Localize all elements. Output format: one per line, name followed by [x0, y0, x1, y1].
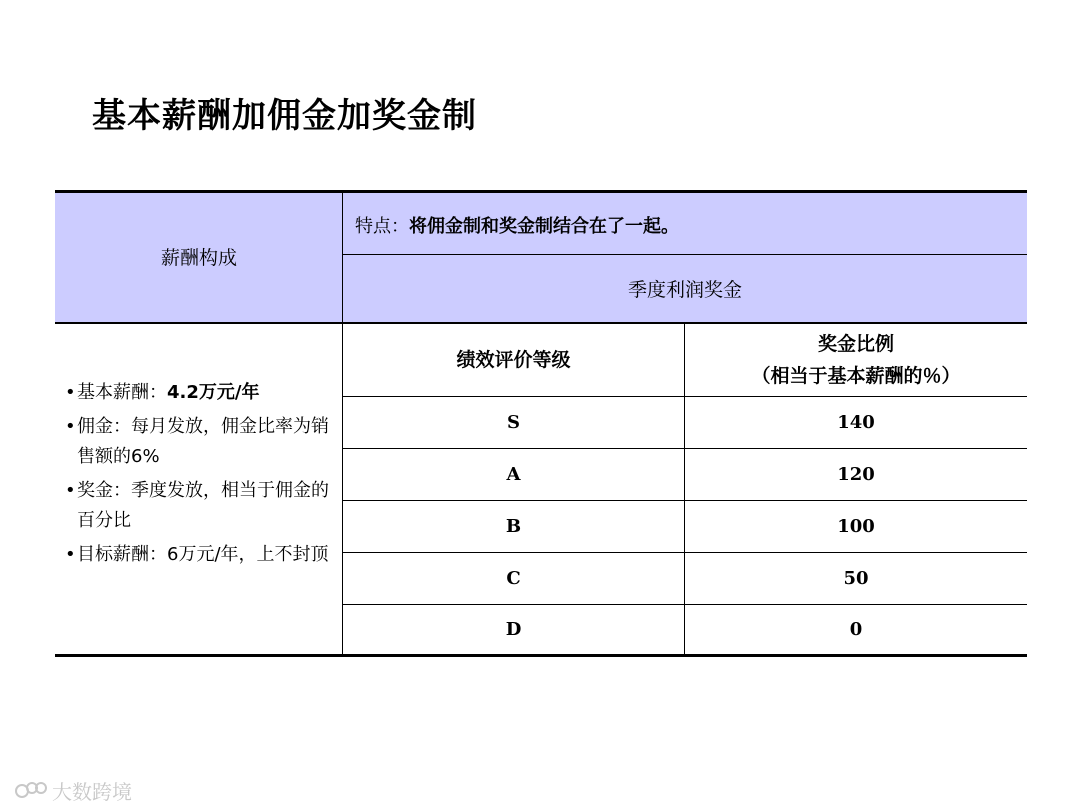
grade-cell: D [505, 619, 522, 640]
grade-cell: A [506, 464, 521, 485]
compensation-table [55, 190, 1027, 657]
ratio-cell: 0 [849, 619, 863, 640]
sub-header [343, 255, 1027, 322]
watermark-logo-icon [14, 780, 48, 802]
left-header-label: 薪酬构成 [160, 247, 237, 269]
bullet-label: 奖金： [77, 480, 131, 501]
ratio-cell: 140 [837, 412, 875, 433]
bullet-text: 每月发放，佣金比率为销售额的6% [77, 416, 329, 467]
watermark-text: 大数跨境 [52, 780, 132, 804]
page-title: 基本薪酬加佣金加奖金制 [92, 96, 477, 136]
watermark [14, 776, 132, 805]
bullet-item [65, 476, 335, 536]
bullet-label: 佣金： [77, 416, 131, 437]
col-header-ratio [685, 324, 1027, 396]
ratio-cell: 50 [843, 568, 869, 589]
ratio-cell: 100 [837, 516, 875, 537]
bullet-text: 季度发放，相当于佣金的百分比 [77, 480, 329, 531]
bullet-text: 4.2万元/年 [167, 382, 260, 403]
left-header [55, 190, 343, 323]
bullet-item [65, 540, 335, 570]
bullet-item [65, 412, 335, 472]
col-header-grade [343, 324, 684, 396]
feature-text: 将佣金制和奖金制结合在了一起。 [409, 216, 679, 237]
compensation-bullets [65, 378, 335, 574]
col-header-ratio-line1: 奖金比例 [817, 332, 894, 355]
sub-header-label: 季度利润奖金 [627, 279, 742, 301]
bullet-text: 6万元/年，上不封顶 [167, 544, 329, 565]
feature-line [355, 212, 679, 238]
grade-cell: B [505, 516, 522, 537]
col-header-grade-label: 绩效评价等级 [456, 348, 571, 371]
col-header-ratio-line2: （相当于基本薪酬的％） [751, 365, 961, 387]
table-bottom-border [55, 654, 1027, 657]
bullet-label: 基本薪酬： [77, 382, 167, 403]
grade-cell: S [507, 412, 520, 433]
bullet-label: 目标薪酬： [77, 544, 167, 565]
ratio-cell: 120 [837, 464, 875, 485]
bullet-item [65, 378, 335, 408]
feature-label: 特点： [355, 216, 409, 237]
grade-cell: C [506, 568, 521, 589]
